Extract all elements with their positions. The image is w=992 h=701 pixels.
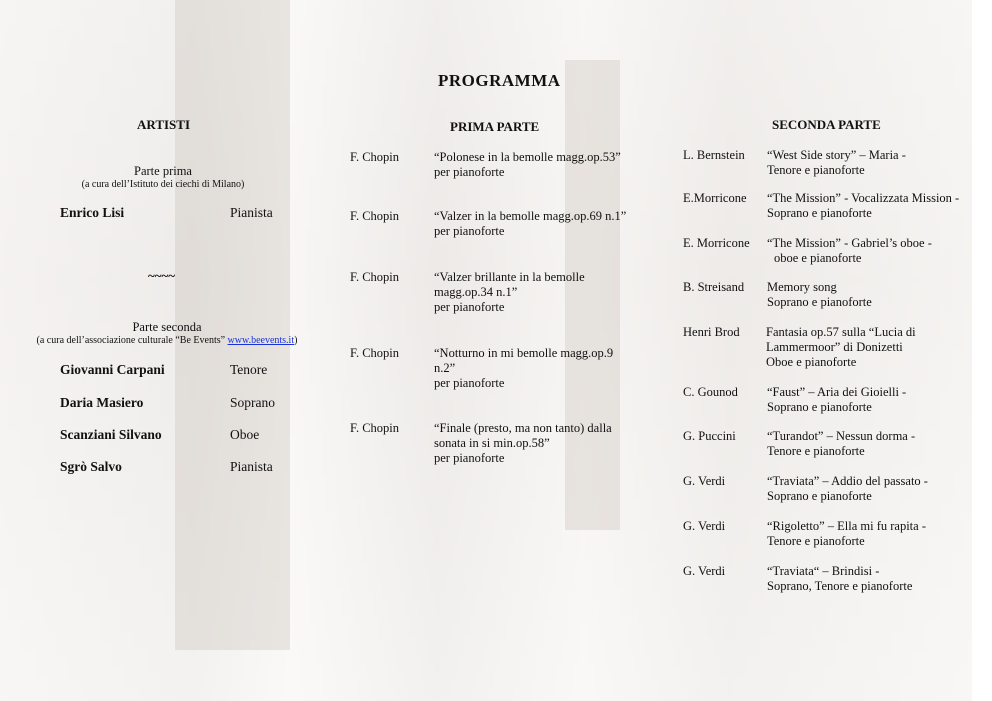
parte-seconda-note	[26, 335, 308, 346]
program-piece	[767, 385, 972, 415]
piece-line: “Polonese in la bemolle magg.op.53”	[434, 150, 621, 164]
program-composer: G. Verdi	[683, 474, 726, 488]
program-composer: F. Chopin	[350, 346, 400, 360]
piece-line: Oboe e pianoforte	[766, 355, 857, 369]
performer-role: Tenore	[230, 362, 268, 377]
program-piece	[767, 148, 972, 178]
page-title: PROGRAMMA	[438, 71, 561, 90]
piece-line: Soprano e pianoforte	[767, 295, 872, 309]
piece-line: “Rigoletto” – Ella mi fu rapita -	[767, 519, 926, 533]
beevents-link[interactable]: www.beevents.it	[227, 335, 295, 346]
piece-line: “Notturno in mi bemolle magg.op.9	[434, 346, 614, 360]
piece-line: “The Mission” - Gabriel’s oboe -	[767, 236, 932, 250]
program-composer: E. Morricone	[683, 236, 750, 250]
seconda-parte-heading: SECONDA PARTE	[772, 117, 881, 132]
piece-line: per pianoforte	[434, 376, 505, 390]
prima-parte-heading: PRIMA PARTE	[450, 119, 540, 134]
piece-line: per pianoforte	[434, 165, 505, 179]
parte-prima-note: (a cura dell’Istituto dei ciechi di Milano)	[81, 179, 245, 190]
program-composer: G. Verdi	[683, 564, 726, 578]
parte-prima-label: Parte prima	[134, 164, 192, 178]
program-composer: G. Verdi	[683, 519, 726, 533]
piece-line: “Valzer in la bemolle magg.op.69 n.1”	[434, 209, 627, 223]
parte-seconda-note-suffix: )	[294, 335, 298, 346]
program-composer: B. Streisand	[683, 280, 745, 294]
performer-name: Giovanni Carpani	[60, 362, 165, 377]
piece-line: “Turandot” – Nessun dorma -	[767, 429, 916, 443]
piece-line: per pianoforte	[434, 451, 505, 465]
piece-line: n.2”	[434, 361, 456, 375]
program-piece	[767, 236, 972, 266]
piece-line: Soprano e pianoforte	[767, 400, 872, 414]
piece-line: Tenore e pianoforte	[767, 534, 865, 548]
performer-role: Pianista	[230, 459, 273, 474]
parte-seconda-block	[26, 320, 308, 346]
program-piece	[434, 209, 644, 239]
program-piece	[767, 474, 972, 504]
program-composer: E.Morricone	[683, 191, 747, 205]
program-piece	[434, 270, 634, 315]
program-piece	[767, 429, 972, 459]
program-composer: F. Chopin	[350, 270, 400, 284]
parte-prima-block	[60, 164, 266, 190]
program-piece	[434, 421, 634, 466]
program-piece	[766, 325, 971, 370]
performer-role: Oboe	[230, 427, 260, 442]
program-composer: F. Chopin	[350, 421, 400, 435]
program-composer: Henri Brod	[683, 325, 740, 339]
performer-name: Enrico Lisi	[60, 205, 125, 220]
program-composer: G. Puccini	[683, 429, 736, 443]
piece-line: per pianoforte	[434, 300, 505, 314]
piece-line: Soprano, Tenore e pianoforte	[767, 579, 913, 593]
performer-name: Daria Masiero	[60, 395, 144, 410]
performer-role: Soprano	[230, 395, 275, 410]
program-piece	[767, 191, 982, 221]
program-piece	[434, 346, 634, 391]
program-piece	[767, 564, 972, 594]
piece-line: Memory song	[767, 280, 837, 294]
piece-line: “Faust” – Aria dei Gioielli -	[767, 385, 907, 399]
piece-line: “Valzer brillante in la bemolle	[434, 270, 585, 284]
piece-line: “Finale (presto, ma non tanto) dalla	[434, 421, 612, 435]
program-piece	[767, 519, 972, 549]
program-piece	[767, 280, 972, 310]
parte-seconda-label: Parte seconda	[132, 320, 202, 334]
piece-line: sonata in si min.op.58”	[434, 436, 550, 450]
program-piece	[434, 150, 634, 180]
piece-line: magg.op.34 n.1”	[434, 285, 518, 299]
piece-line: Tenore e pianoforte	[767, 163, 865, 177]
performer-role: Pianista	[230, 205, 273, 220]
separator: ~~~~	[148, 268, 176, 283]
piece-line: per pianoforte	[434, 224, 505, 238]
performer-name: Scanziani Silvano	[60, 427, 162, 442]
piece-line: “West Side story” – Maria -	[767, 148, 906, 162]
program-composer: F. Chopin	[350, 150, 400, 164]
piece-line: Lammermoor” di Donizetti	[766, 340, 903, 354]
program-composer: C. Gounod	[683, 385, 738, 399]
program-composer: L. Bernstein	[683, 148, 745, 162]
piece-line: “Traviata“ – Brindisi -	[767, 564, 880, 578]
piece-line: Tenore e pianoforte	[767, 444, 865, 458]
parte-seconda-note-prefix: (a cura dell’associazione culturale “Be Events”	[36, 335, 228, 346]
piece-line: Soprano e pianoforte	[767, 489, 872, 503]
performer-name: Sgrò Salvo	[60, 459, 122, 474]
piece-line: “Traviata” – Addio del passato -	[767, 474, 928, 488]
program-composer: F. Chopin	[350, 209, 400, 223]
piece-line: “The Mission” - Vocalizzata Mission -	[767, 191, 960, 205]
piece-line: oboe e pianoforte	[774, 251, 862, 265]
artisti-heading: ARTISTI	[137, 117, 191, 132]
piece-line: Soprano e pianoforte	[767, 206, 872, 220]
piece-line: Fantasia op.57 sulla “Lucia di	[766, 325, 916, 339]
